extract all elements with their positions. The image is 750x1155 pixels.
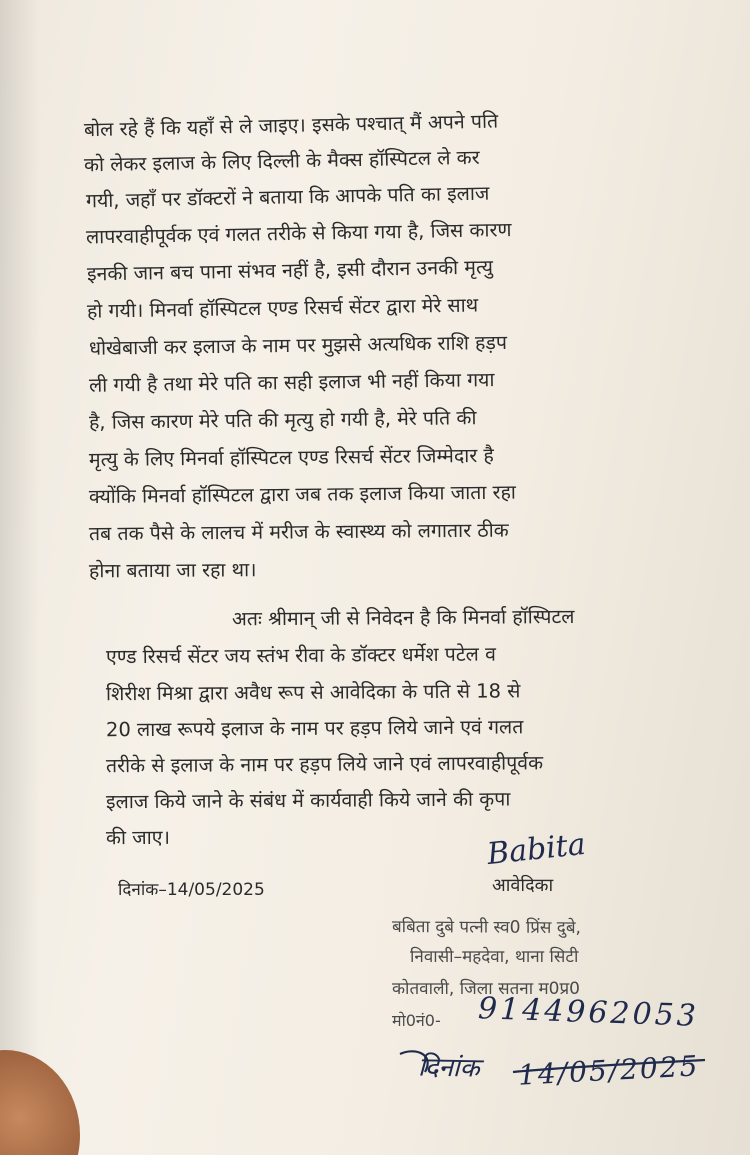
body-line: लापरवाहीपूर्वक एवं गलत तरीके से किया गया है, जिस कारण	[85, 218, 512, 249]
body-line: ली गयी है तथा मेरे पति का सही इलाज भी नहीं किया गया	[88, 368, 495, 397]
body-line: हो गयी। मिनर्वा हॉस्पिटल एण्ड रिसर्च सेंटर द्वारा मेरे साथ	[86, 293, 479, 323]
body-line: को लेकर इलाज के लिए दिल्ली के मैक्स हॉस्पिटल ले कर	[83, 145, 480, 177]
request-line: 20 लाख रूपये इलाज के नाम पर हड़प लिये जाने एवं गलत	[105, 715, 524, 742]
date-label: दिनांक–14/05/2025	[118, 880, 265, 900]
handwritten-date-value: 14/05/2025	[517, 1049, 701, 1092]
request-line: तरीके से इलाज के नाम पर हड़प लिये जाने एवं लापरवाहीपूर्वक	[105, 751, 544, 778]
request-line: की जाए।	[105, 825, 170, 850]
mobile-label: मो0नं0-	[392, 1011, 441, 1030]
request-line: शिरीश मिश्रा द्वारा अवैध रूप से आवेदिका के पति से 18 से	[105, 679, 521, 706]
handwritten-signature: Babita	[485, 826, 588, 873]
body-line: क्योंकि मिनर्वा हॉस्पिटल द्वारा जब तक इलाज किया जाता रहा	[88, 480, 517, 509]
body-line: इनकी जान बच पाना संभव नहीं है, इसी दौरान उनकी मृत्यु	[86, 255, 494, 286]
body-line: गयी, जहाँ पर डॉक्टरों ने बताया कि आपके पति का इलाज	[85, 181, 490, 213]
pen-underline-strokes	[395, 1042, 715, 1092]
applicant-label: आवेदिका	[492, 875, 554, 896]
body-line: होना बताया जा रहा था।	[88, 558, 257, 583]
applicant-detail-line: निवासी–महदेवा, थाना सिटी	[410, 947, 579, 967]
body-line: तब तक पैसे के लालच में मरीज के स्वास्थ्य को लगातार ठीक	[88, 518, 509, 546]
applicant-detail-line: बबिता दुबे पत्नी स्व0 प्रिंस दुबे,	[391, 917, 582, 939]
body-line: है, जिस कारण मेरे पति की मृत्यु हो गयी है, मेरे पति की	[88, 406, 477, 434]
handwritten-date-label: दिनांक	[417, 1052, 480, 1084]
body-line: मृत्यु के लिए मिनर्वा हॉस्पिटल एण्ड रिसर्च सेंटर जिम्मेदार है	[88, 443, 494, 472]
request-line: अतः श्रीमान् जी से निवेदन है कि मिनर्वा हॉस्पिटल	[231, 604, 575, 631]
body-line: बोल रहे हैं कि यहाँ से ले जाइए। इसके पश्चात् मैं अपने पति	[83, 109, 499, 142]
finger-overlay	[0, 1050, 80, 1155]
request-line: एण्ड रिसर्च सेंटर जय स्तंभ रीवा के डॉक्टर धर्मेश पटेल व	[105, 642, 496, 669]
request-line: इलाज किये जाने के संबंध में कार्यवाही किये जाने की कृपा	[105, 787, 511, 814]
body-line: धोखेबाजी कर इलाज के नाम पर मुझसे अत्यधिक राशि हड़प	[88, 330, 508, 360]
handwritten-mobile-number: 9144962053	[477, 991, 700, 1034]
applicant-detail-line: कोतवाली, जिला सतना म0प्र0	[392, 979, 580, 999]
